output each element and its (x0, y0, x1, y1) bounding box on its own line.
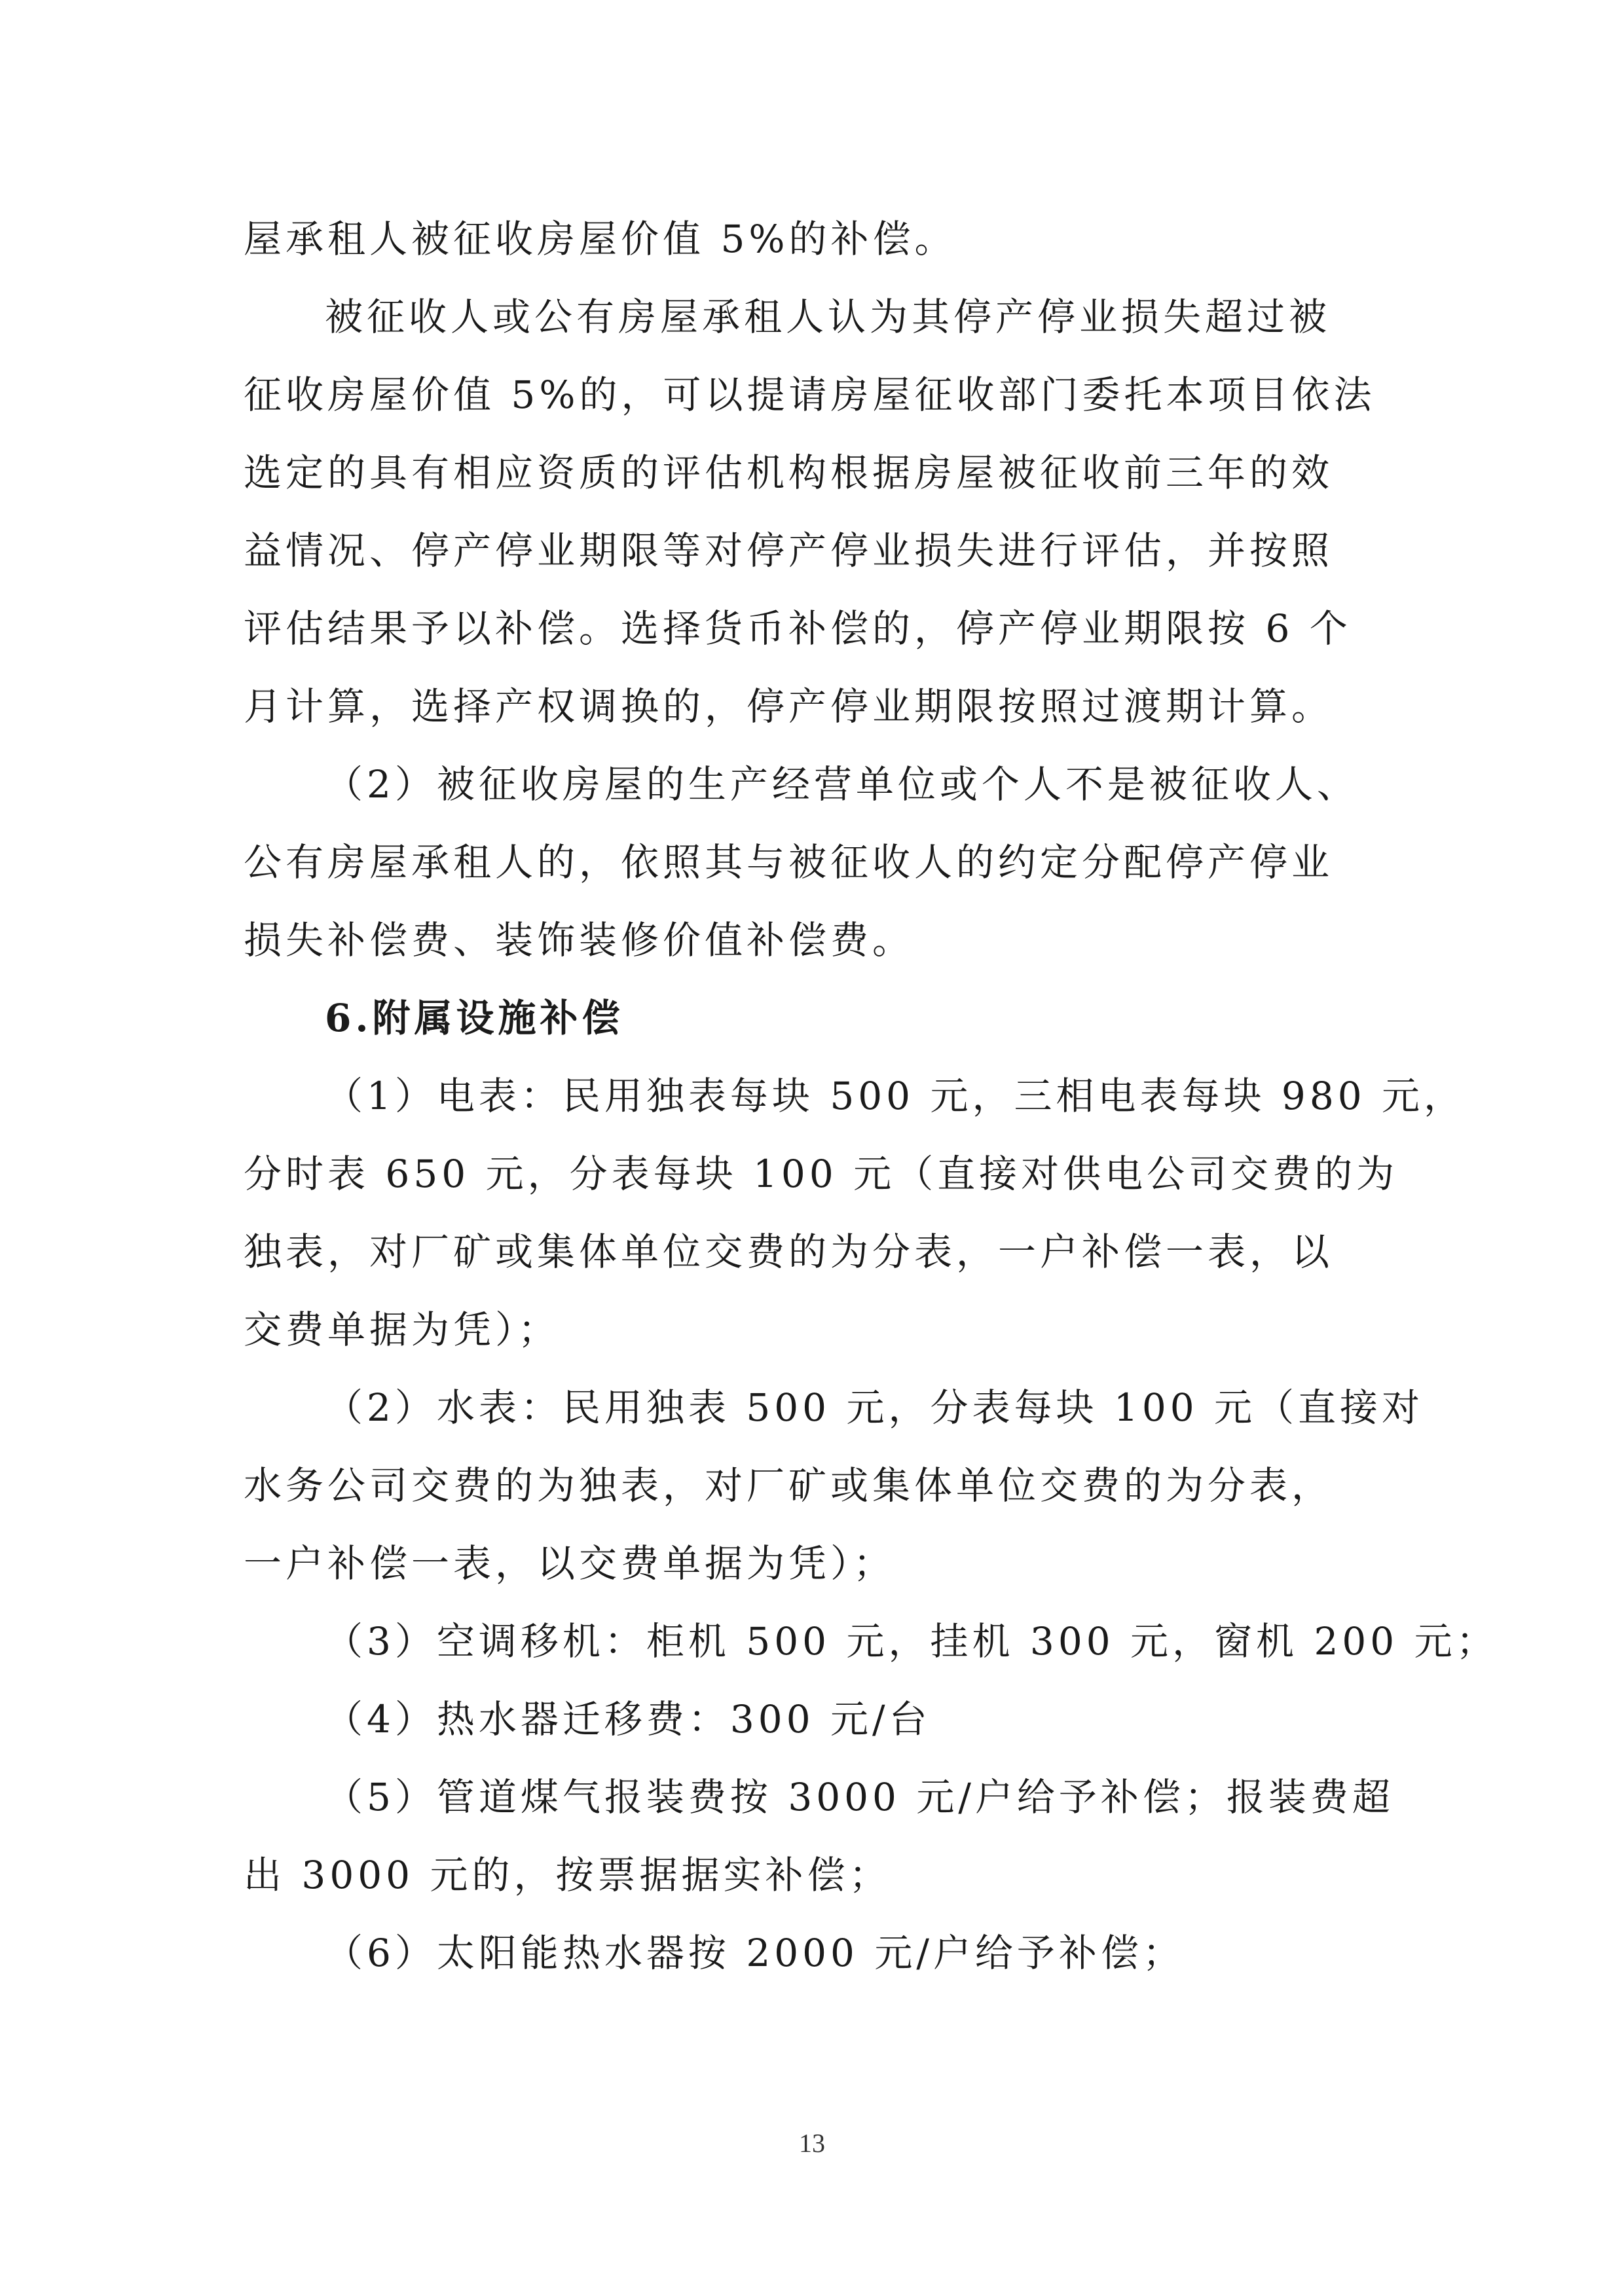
text-line: 益情况、停产停业期限等对停产停业损失进行评估，并按照 (244, 528, 1334, 573)
text-line: 月计算，选择产权调换的，停产停业期限按照过渡期计算。 (244, 684, 1334, 729)
paragraph-start-line: 被征收人或公有房屋承租人认为其停产停业损失超过被 (325, 295, 1331, 339)
text-line: 水务公司交费的为独表，对厂矿或集体单位交费的为分表， (244, 1463, 1334, 1508)
text-line: 分时表 650 元，分表每块 100 元（直接对供电公司交费的为 (244, 1152, 1399, 1196)
text-line: 公有房屋承租人的，依照其与被征收人的约定分配停产停业 (244, 840, 1334, 884)
section-heading: 6.附属设施补偿 (325, 996, 624, 1040)
paragraph-start-line: （3）空调移机：柜机 500 元，挂机 300 元，窗机 200 元； (325, 1619, 1498, 1664)
paragraph-start-line: （1）电表：民用独表每块 500 元，三相电表每块 980 元， (325, 1074, 1466, 1118)
text-line: 选定的具有相应资质的评估机构根据房屋被征收前三年的效 (244, 450, 1334, 495)
paragraph-start-line: （5）管道煤气报装费按 3000 元/户给予补偿；报装费超 (325, 1775, 1394, 1819)
text-line: 交费单据为凭）； (244, 1307, 561, 1352)
page-number: 13 (799, 2128, 825, 2158)
paragraph-start-line: （2）被征收房屋的生产经营单位或个人不是被征收人、 (325, 762, 1359, 807)
text-line: 独表，对厂矿或集体单位交费的为分表，一户补偿一表，以 (244, 1230, 1334, 1274)
text-line: 征收房屋价值 5%的，可以提请房屋征收部门委托本项目依法 (244, 373, 1376, 417)
text-line: 一户补偿一表，以交费单据为凭）； (244, 1541, 896, 1586)
paragraph-start-line: （4）热水器迁移费：300 元/台 (325, 1697, 931, 1741)
text-line: 屋承租人被征收房屋价值 5%的补偿。 (244, 217, 957, 261)
text-line: 损失补偿费、装饰装修价值补偿费。 (244, 918, 915, 962)
paragraph-start-line: （2）水表：民用独表 500 元，分表每块 100 元（直接对 (325, 1385, 1424, 1430)
text-line: 出 3000 元的，按票据据实补偿； (244, 1853, 891, 1897)
paragraph-start-line: （6）太阳能热水器按 2000 元/户给予补偿； (325, 1931, 1185, 1975)
text-line: 评估结果予以补偿。选择货币补偿的，停产停业期限按 6 个 (244, 606, 1352, 651)
